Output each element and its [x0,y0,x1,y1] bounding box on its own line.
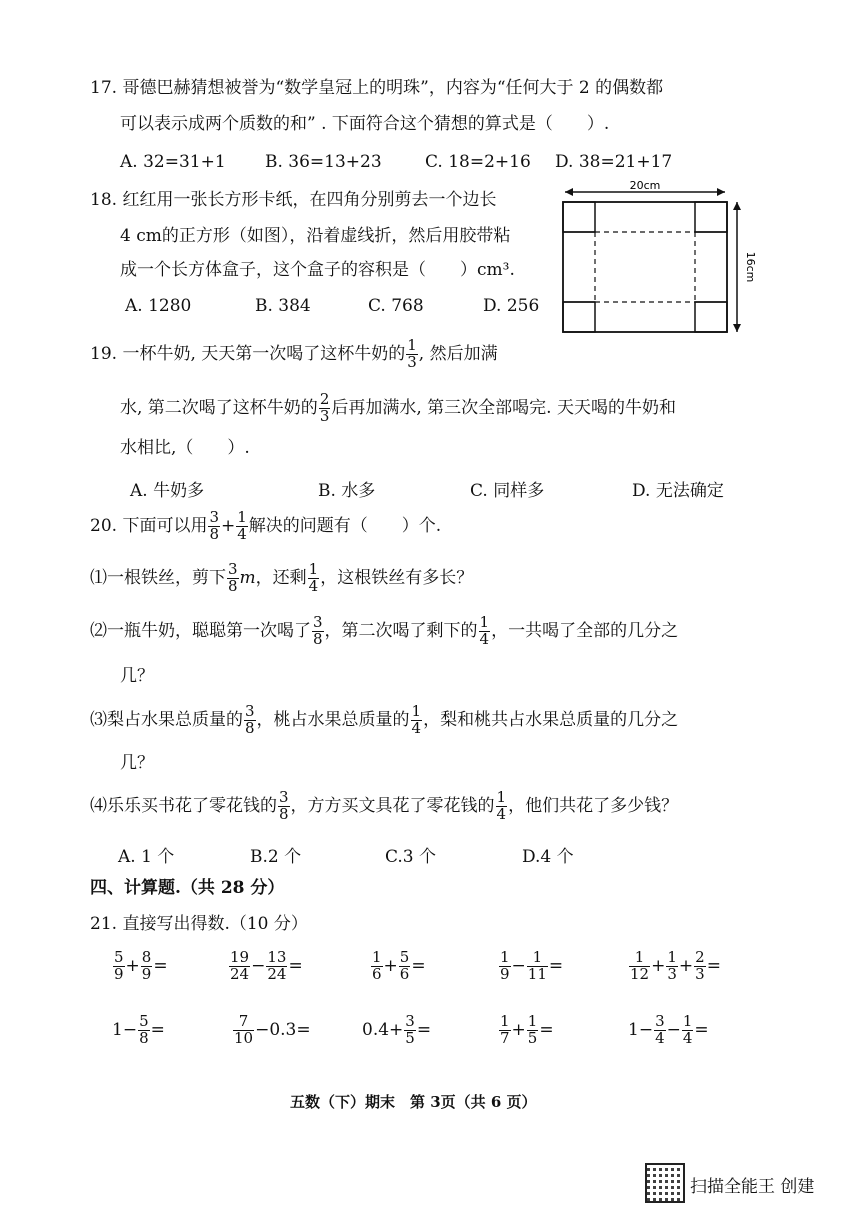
q21-heading: 21. 直接写出得数.（10 分） [90,914,308,934]
q20-text: 解决的问题有（ ）个. [248,515,442,536]
fraction: $\frac{3}{8}$ [313,613,323,648]
fraction: $\frac{1}{4}$ [308,560,319,595]
q20-item3-cont: 几？ [120,753,154,773]
fraction: $\frac{2}{3}$ [319,390,330,425]
fraction: $\frac{3}{8}$ [228,560,238,595]
q18-line2: 4 cm的正方形（如图），沿着虚线折，然后用胶带粘 [120,226,511,246]
box-net-figure [555,180,755,340]
qr-code-icon [645,1163,685,1203]
fraction: $\frac{1}{4}$ [411,702,422,737]
q18-option-b: B. 384 [255,296,311,316]
height-label: 16cm [744,251,757,283]
fraction: $\frac{1}{4}$ [237,508,247,543]
fraction: $\frac{1}{3}$ [407,336,417,371]
q18-option-c: C. 768 [368,296,424,316]
q18-option-d: D. 256 [483,296,540,316]
fraction: $\frac{3}{8}$ [209,508,219,543]
q20-item2-cont: 几？ [120,666,154,686]
expr-5: $\frac{1}{12}$ + $\frac{1}{3}$ + $\frac{2}{3}$ = [630,948,721,983]
q20-option-a: A. 1 个 [118,847,175,867]
expr-6: 1− $\frac{5}{8}$ = [112,1012,165,1047]
expr-9: $\frac{1}{7}$ + $\frac{1}{5}$ = [500,1012,554,1047]
q18-line1: 18. 红红用一张长方形卡纸，在四角分别剪去一个边长 [90,190,497,210]
q20-option-b: B.2 个 [250,847,302,867]
q19-option-b: B. 水多 [318,481,376,501]
q20-option-d: D.4 个 [522,847,574,867]
q17-option-b: B. 36=13+23 [265,152,382,172]
q20-text: 20. 下面可以用 [90,515,208,536]
q19-line1 [90,338,498,371]
section-heading: 四、计算题.（共 28 分） [90,878,285,898]
expr-2: $\frac{19}{24}$ − $\frac{13}{24}$ = [230,948,303,983]
scanner-watermark: 扫描全能王 创建 [690,1177,815,1197]
fraction: $\frac{1}{4}$ [496,788,507,823]
width-label: 20cm [629,179,661,192]
q19-text: 19. 一杯牛奶, 天天第一次喝了这杯牛奶的 [90,343,406,364]
q19-option-d: D. 无法确定 [632,481,724,501]
q19-text: 水, 第二次喝了这杯牛奶的 [120,397,318,418]
page-footer: 五数（下）期末 第 3页（共 6 页） [290,1093,537,1111]
fraction: $\frac{3}{8}$ [279,788,289,823]
expr-10: 1− $\frac{3}{4}$ − $\frac{1}{4}$ = [628,1012,709,1047]
expr-7: $\frac{7}{10}$ −0.3= [234,1012,311,1047]
q17-line2: 可以表示成两个质数的和” . 下面符合这个猜想的算式是（ ）. [120,114,610,134]
fraction: $\frac{3}{8}$ [245,702,255,737]
q19-line2 [120,392,676,425]
q20-item4: ⑷乐乐买书花了零花钱的 $\frac{3}{8}$ ，方方买文具花了零花钱的 $\frac{1}{4}$ ，他们共花了多少钱？ [90,788,679,823]
q19-line3: 水相比,（ ）. [120,438,250,458]
q18-option-a: A. 1280 [125,296,192,316]
q20-line0: 20. 下面可以用 $\frac{3}{8}$ + $\frac{1}{4}$ 解决的问题有（ ）个. [90,508,442,543]
q19-option-c: C. 同样多 [470,481,545,501]
q17-option-d: D. 38=21+17 [555,152,673,172]
q19-text: 后再加满水, 第三次全部喝完. 天天喝的牛奶和 [331,397,676,418]
q17-line1: 17. 哥德巴赫猜想被誉为“数学皇冠上的明珠”，内容为“任何大于 2 的偶数都 [90,78,664,98]
q20-option-c: C.3 个 [385,847,437,867]
fraction: $\frac{1}{4}$ [479,613,490,648]
q19-option-a: A. 牛奶多 [130,481,205,501]
expr-4: $\frac{1}{9}$ − $\frac{1}{11}$ = [500,948,564,983]
q20-item1: ⑴一根铁丝，剪下 $\frac{3}{8}$ m，还剩 $\frac{1}{4}$ ，这根铁丝有多长？ [90,560,474,595]
expr-1: $\frac{5}{9}$ + $\frac{8}{9}$ = [114,948,168,983]
q20-item3: ⑶梨占水果总质量的 $\frac{3}{8}$ ，桃占水果总质量的 $\frac{1}{4}$ ，梨和桃共占水果总质量的几分之 [90,702,679,737]
expr-8: 0.4+ $\frac{3}{5}$ = [362,1012,432,1047]
q17-option-a: A. 32=31+1 [120,152,226,172]
q20-item2: ⑵一瓶牛奶，聪聪第一次喝了 $\frac{3}{8}$ ，第二次喝了剩下的 $\frac{1}{4}$ ，一共喝了全部的几分之 [90,613,679,648]
q19-text: , 然后加满 [418,343,498,364]
q17-option-c: C. 18=2+16 [425,152,531,172]
q18-line3: 成一个长方体盒子，这个盒子的容积是（ ）cm³. [120,260,515,280]
expr-3: $\frac{1}{6}$ + $\frac{5}{6}$ = [372,948,426,983]
